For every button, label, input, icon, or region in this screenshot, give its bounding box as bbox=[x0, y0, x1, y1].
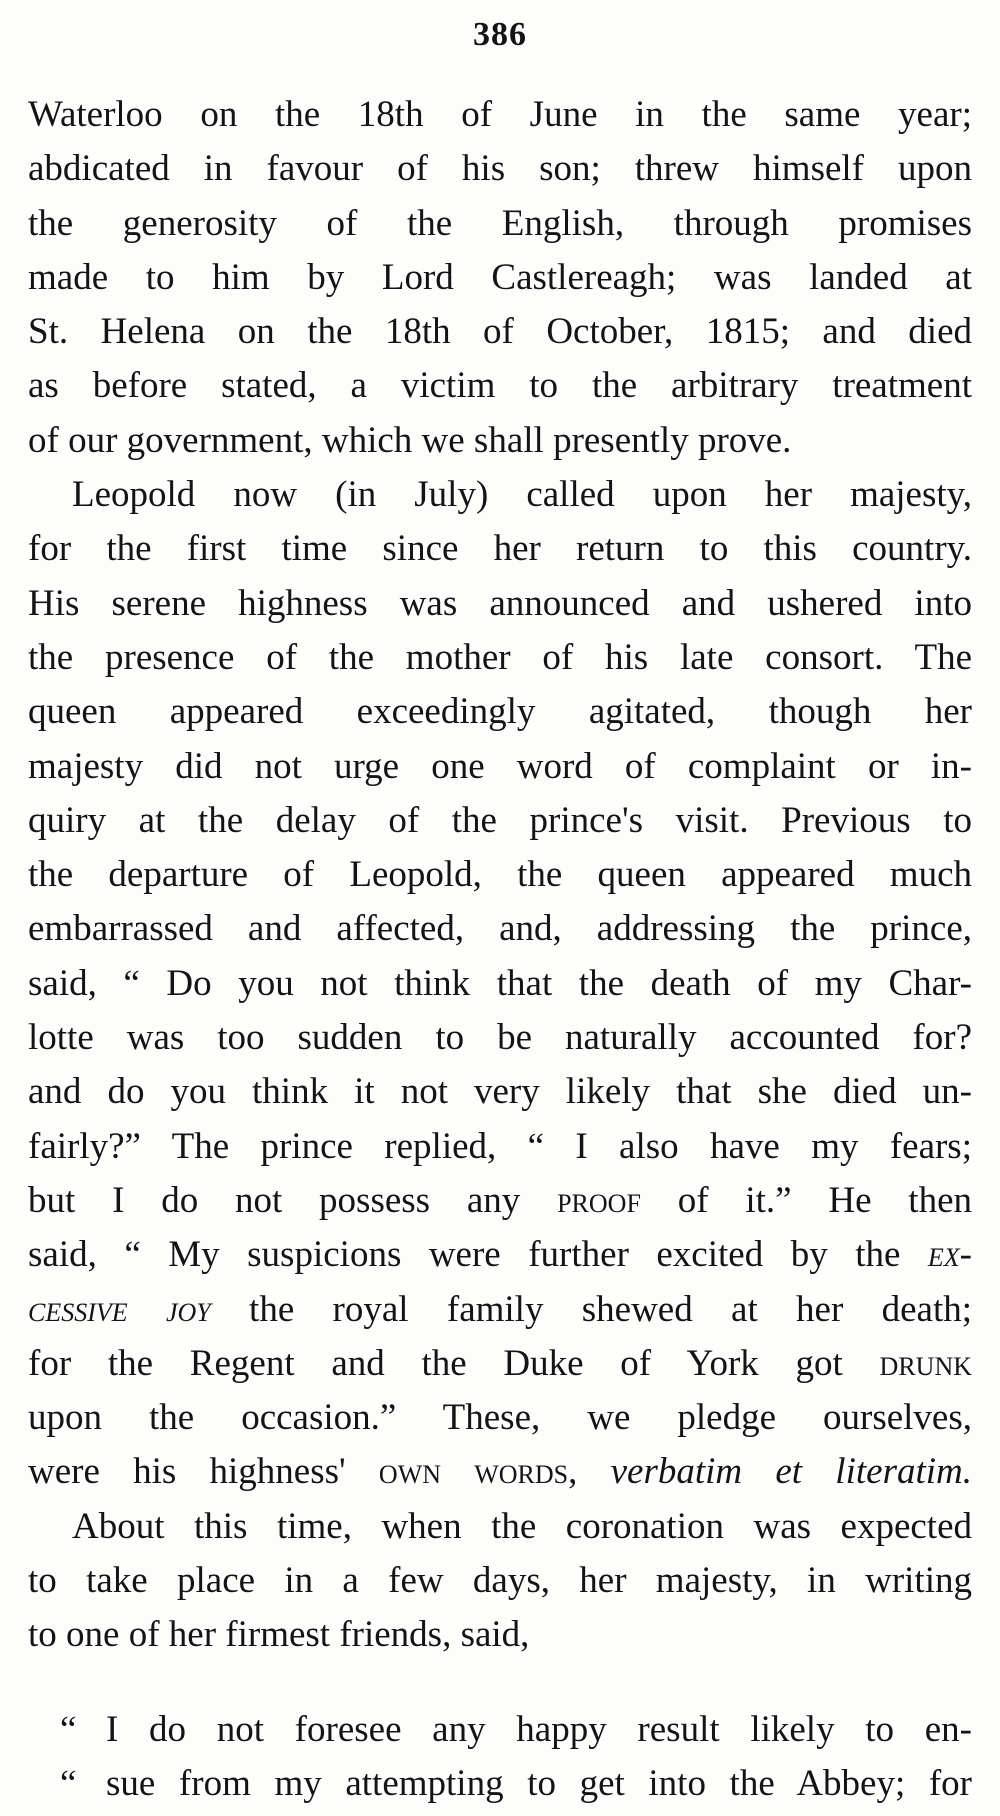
text-run: but I do not possess any bbox=[28, 1179, 558, 1221]
text-line: of our government, which we shall presently prove. bbox=[28, 419, 792, 461]
text-run: the royal family shewed at her death; bbox=[210, 1288, 973, 1330]
quote-line bbox=[28, 1757, 972, 1811]
text-run: of it.” He then bbox=[640, 1179, 972, 1221]
text-line bbox=[28, 1445, 972, 1499]
italic-small-caps-word: ex- bbox=[927, 1234, 972, 1276]
text-line: the presence of the mother of his late consort. The bbox=[28, 636, 972, 678]
text-line: upon the occasion.” These, we pledge ourselves, bbox=[28, 1397, 972, 1439]
text-line: queen appeared exceedingly agitated, though her bbox=[28, 691, 972, 733]
quote-mark: “ bbox=[60, 1708, 77, 1750]
quote-mark: “ bbox=[60, 1762, 77, 1804]
text-line: said, “ Do you not think that the death of my Char- bbox=[28, 962, 972, 1004]
text-line bbox=[28, 1337, 972, 1391]
text-line: fairly?” The prince replied, “ I also have my fears; bbox=[28, 1125, 972, 1167]
text-line: embarrassed and affected, and, addressing the prince, bbox=[28, 908, 972, 950]
text-line: to one of her firmest friends, said, bbox=[28, 1614, 530, 1656]
text-line: majesty did not urge one word of complaint or in- bbox=[28, 745, 972, 787]
text-run: for the Regent and the Duke of York got bbox=[28, 1342, 880, 1384]
italic-small-caps-word: cessive joy bbox=[28, 1288, 211, 1330]
page-number: 386 bbox=[473, 16, 527, 53]
text-line: the departure of Leopold, the queen appeared much bbox=[28, 854, 972, 896]
text-line: the generosity of the English, through promises bbox=[28, 202, 972, 244]
text-line: abdicated in favour of his son; threw himself upon bbox=[28, 148, 972, 190]
spacer bbox=[28, 1663, 972, 1703]
text-line: Leopold now (in July) called upon her majesty, bbox=[72, 474, 972, 516]
text-line: Waterloo on the 18th of June in the same year; bbox=[28, 94, 972, 135]
quote-line bbox=[28, 1703, 972, 1757]
text-line: St. Helena on the 18th of October, 1815; and died bbox=[28, 311, 972, 353]
text-line: and do you think it not very likely that she died un- bbox=[28, 1071, 972, 1113]
text-line bbox=[28, 1283, 972, 1337]
text-line bbox=[28, 1174, 972, 1228]
text-line: as before stated, a victim to the arbitrary treatment bbox=[28, 365, 972, 407]
text-run: said, “ My suspicions were further excited by the bbox=[28, 1234, 928, 1276]
text-line: for the first time since her return to this country. bbox=[28, 528, 972, 570]
quote-text: I do not foresee any happy result likely to en- bbox=[106, 1708, 972, 1750]
body-text bbox=[28, 88, 972, 1811]
italic-phrase: verbatim et literatim. bbox=[610, 1451, 972, 1493]
small-caps-word: own words bbox=[378, 1451, 569, 1493]
small-caps-word: drunk bbox=[879, 1342, 972, 1384]
text-line bbox=[28, 1228, 972, 1282]
text-line: to take place in a few days, her majesty, in writing bbox=[28, 1560, 972, 1602]
text-run: were his highness' bbox=[28, 1451, 379, 1493]
quote-text: sue from my attempting to get into the Abbey; for bbox=[106, 1762, 972, 1804]
text-line: quiry at the delay of the prince's visit. Previous to bbox=[28, 799, 972, 841]
text-line: made to him by Lord Castlereagh; was landed at bbox=[28, 256, 972, 298]
text-line: About this time, when the coronation was expected bbox=[72, 1505, 972, 1547]
text-line: His serene highness was announced and ushered into bbox=[28, 582, 972, 624]
small-caps-word: proof bbox=[557, 1179, 641, 1221]
text-run: , bbox=[568, 1451, 611, 1493]
text-line: lotte was too sudden to be naturally accounted for? bbox=[28, 1017, 972, 1059]
